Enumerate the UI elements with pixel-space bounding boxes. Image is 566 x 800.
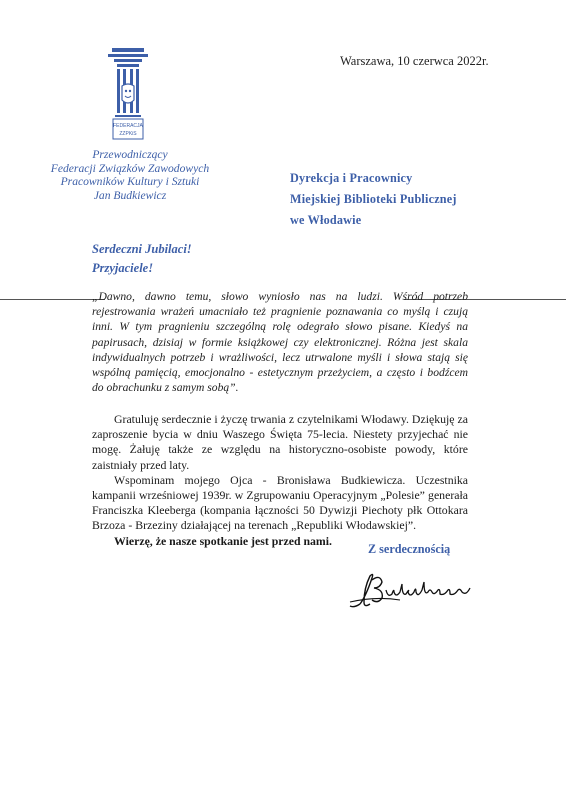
sender-name: Jan Budkiewicz xyxy=(93,188,167,202)
recipient-line1: Dyrekcja i Pracownicy xyxy=(290,171,413,185)
federation-logo-icon xyxy=(106,46,150,142)
letter-date: Warszawa, 10 czerwca 2022r. xyxy=(340,54,489,68)
recipient-line3: we Włodawie xyxy=(290,213,362,227)
recipient-line2: Miejskiej Biblioteki Publicznej xyxy=(290,192,457,206)
body-paragraph-1: Gratuluję serdecznie i życzę trwania z czytelnikami Włodawy. Dziękuję za zaproszenie bycia w dniu Waszego Święta 75-lecia. Niestety przyjechać nie mogę. Żałuję także ze względu na historyczno-osobiste powody, które zaistniały przed laty. xyxy=(92,412,468,472)
sender-block xyxy=(40,148,220,202)
greeting-line2: Przyjaciele! xyxy=(92,261,154,275)
greeting-block xyxy=(92,240,192,278)
sender-organization-line2: Pracowników Kultury i Sztuki xyxy=(60,175,200,188)
body-paragraph-2: Wspominam mojego Ojca - Bronisława Budkiewicza. Uczestnika kampanii wrześniowej 1939r. w Zgrupowaniu Operacyjnym „Polesie” generała Franciszka Kleeberga (kompania łączności 50 Dywizji Piechoty płk Ottokara Brzoza - Brzeziny działającej na terenach „Republiki Włodawskiej”. xyxy=(92,472,468,533)
recipient-block xyxy=(290,168,457,231)
letter-body xyxy=(92,412,468,549)
body-paragraph-3: Wierzę, że nasze spotkanie jest przed nami. xyxy=(114,533,332,548)
logo-text-line1: FEDERACJA xyxy=(113,123,143,129)
divider-left xyxy=(0,299,105,300)
greeting-line1: Serdeczni Jubilaci! xyxy=(92,242,192,256)
handwritten-signature xyxy=(346,566,476,612)
sender-organization-line1: Federacji Związków Zawodowych xyxy=(50,161,210,175)
quote-paragraph: „Dawno, dawno temu, słowo wyniosło nas na ludzi. Wśród potrzeb rejestrowania wrażeń umacniało też pragnienie poznawania co myślą i czują inni. W tym pragnieniu szczególną rolę odegrało słowo pisane. Kiedyś na papirusach, dzisiaj w formie książkowej czy elektronicznej. Różna jest skala indywidualnych potrzeb i wrażliwości, lecz utrwalone myśli i słowa stają się wspólną pamięcią, emocjonalno - estetycznym przeżyciem, a często i bodźcem do obrachunku z samym sobą”. xyxy=(92,290,468,395)
sender-title: Przewodniczący xyxy=(92,148,168,161)
logo-text-line2: ZZPKiS xyxy=(119,131,137,137)
closing-phrase: Z serdecznością xyxy=(368,542,451,556)
